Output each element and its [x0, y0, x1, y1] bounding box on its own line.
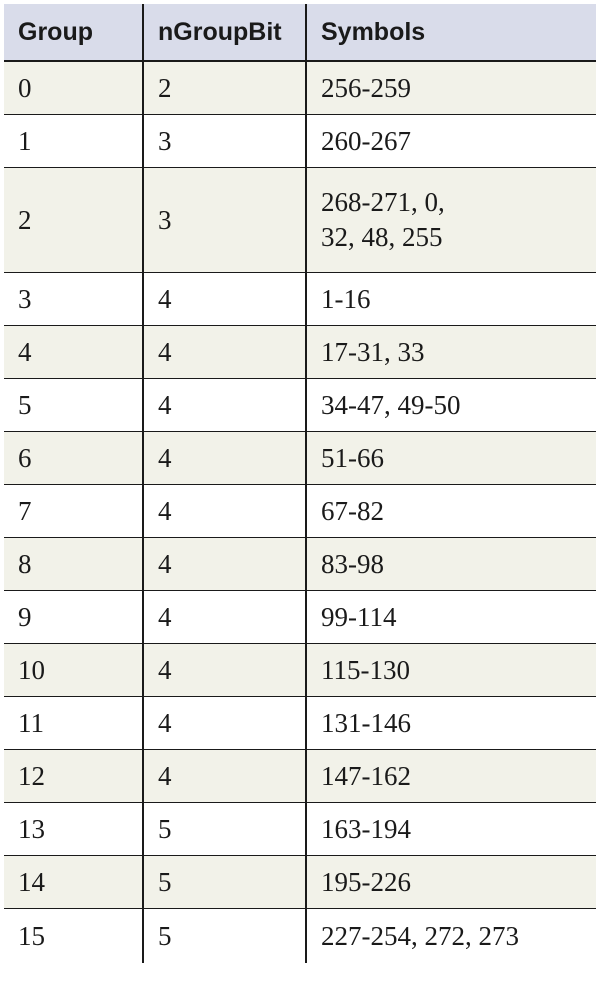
cell-symbols: 99-114	[306, 591, 596, 644]
cell-symbols: 163-194	[306, 803, 596, 856]
cell-group: 12	[4, 750, 143, 803]
table-row	[4, 750, 596, 803]
cell-ngroupbit: 4	[143, 644, 306, 697]
table-row	[4, 432, 596, 485]
group-table	[4, 4, 596, 963]
cell-group: 11	[4, 697, 143, 750]
table-row	[4, 856, 596, 909]
cell-symbols: 115-130	[306, 644, 596, 697]
symbols-line: 268-271, 0,	[321, 187, 445, 217]
table-body	[4, 61, 596, 963]
cell-symbols: 227-254, 272, 273	[306, 909, 596, 964]
header-ngroupbit: nGroupBit	[143, 4, 306, 61]
cell-ngroupbit: 4	[143, 591, 306, 644]
cell-symbols: 67-82	[306, 485, 596, 538]
cell-ngroupbit: 4	[143, 750, 306, 803]
cell-group: 4	[4, 326, 143, 379]
table-row	[4, 168, 596, 273]
table-row	[4, 803, 596, 856]
symbols-line: 32, 48, 255	[321, 222, 443, 252]
cell-group: 0	[4, 61, 143, 115]
cell-ngroupbit: 4	[143, 326, 306, 379]
cell-group: 14	[4, 856, 143, 909]
table-row	[4, 644, 596, 697]
cell-group: 3	[4, 273, 143, 326]
table-row	[4, 115, 596, 168]
cell-ngroupbit: 4	[143, 273, 306, 326]
cell-ngroupbit: 4	[143, 697, 306, 750]
table-row	[4, 485, 596, 538]
cell-symbols: 256-259	[306, 61, 596, 115]
cell-symbols: 260-267	[306, 115, 596, 168]
cell-symbols: 83-98	[306, 538, 596, 591]
table-row	[4, 591, 596, 644]
cell-symbols: 34-47, 49-50	[306, 379, 596, 432]
cell-ngroupbit: 5	[143, 803, 306, 856]
cell-group: 10	[4, 644, 143, 697]
cell-ngroupbit: 4	[143, 485, 306, 538]
table-row	[4, 909, 596, 964]
cell-symbols: 17-31, 33	[306, 326, 596, 379]
table-row	[4, 273, 596, 326]
cell-symbols: 131-146	[306, 697, 596, 750]
cell-symbols: 1-16	[306, 273, 596, 326]
cell-ngroupbit: 3	[143, 168, 306, 273]
cell-group: 7	[4, 485, 143, 538]
cell-ngroupbit: 3	[143, 115, 306, 168]
cell-group: 1	[4, 115, 143, 168]
cell-symbols: 195-226	[306, 856, 596, 909]
cell-group: 8	[4, 538, 143, 591]
cell-ngroupbit: 5	[143, 856, 306, 909]
cell-symbols: 51-66	[306, 432, 596, 485]
cell-ngroupbit: 4	[143, 432, 306, 485]
cell-ngroupbit: 4	[143, 538, 306, 591]
table-row	[4, 379, 596, 432]
table-row	[4, 326, 596, 379]
table-row	[4, 61, 596, 115]
cell-symbols	[306, 168, 596, 273]
cell-ngroupbit: 5	[143, 909, 306, 964]
cell-group: 9	[4, 591, 143, 644]
table-row	[4, 697, 596, 750]
header-group: Group	[4, 4, 143, 61]
cell-group: 5	[4, 379, 143, 432]
table-header	[4, 4, 596, 61]
cell-group: 6	[4, 432, 143, 485]
table-row	[4, 538, 596, 591]
cell-ngroupbit: 2	[143, 61, 306, 115]
cell-group: 2	[4, 168, 143, 273]
header-row	[4, 4, 596, 61]
header-symbols: Symbols	[306, 4, 596, 61]
cell-group: 13	[4, 803, 143, 856]
cell-symbols: 147-162	[306, 750, 596, 803]
cell-ngroupbit: 4	[143, 379, 306, 432]
cell-group: 15	[4, 909, 143, 964]
